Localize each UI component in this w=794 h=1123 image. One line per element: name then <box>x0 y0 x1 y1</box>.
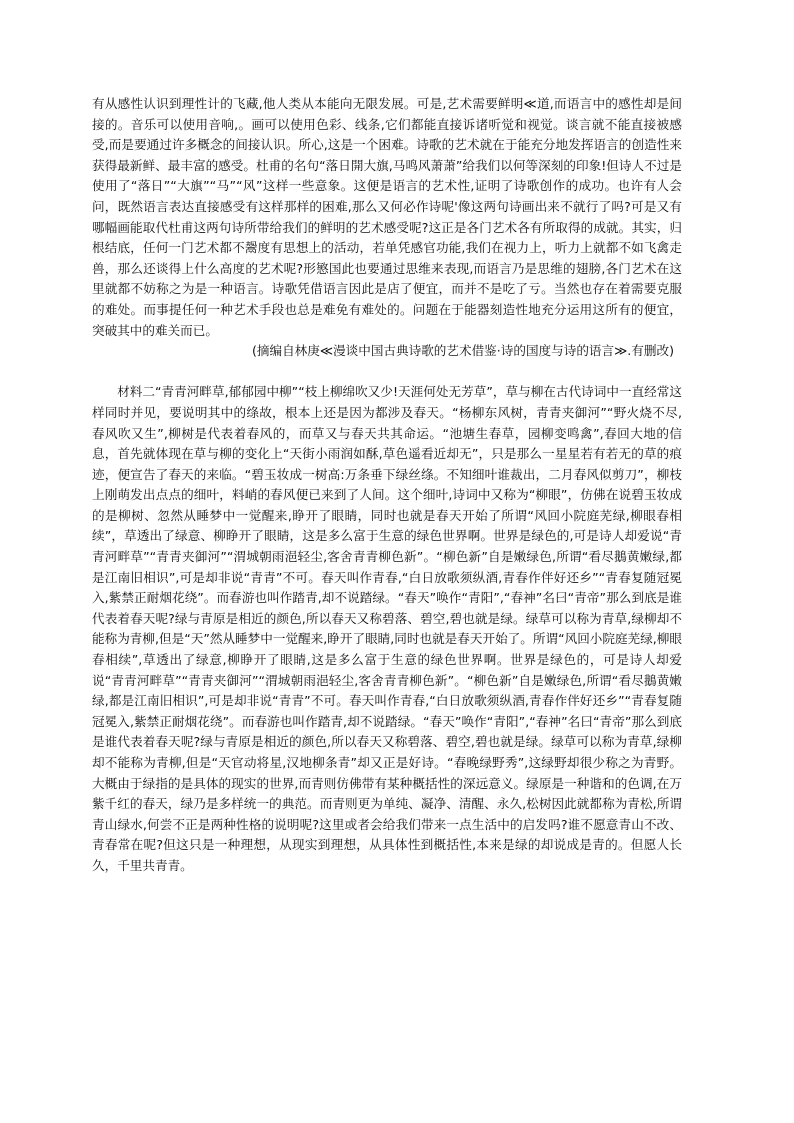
source-citation: (摘编自林庚≪漫谈中国古典诗歌的艺术借鉴·诗的国度与诗的语言≫.有删改) <box>251 343 674 359</box>
material-two-paragraph: 材料二“青青河畔草,郁郁园中柳”“枝上柳绵吹又少!天涯何处无芳草”，草与柳在古代诗词中一直经常这样同时并见，要说明其中的绦故，根本上还是因为都涉及春天。“杨柳东风树，青青夹御河”“野火烧不尽,春风吹又生”,柳树是代表着春风的，而草又与春天共其命运。“池塘生春草，园柳变鸣禽”,春回大地的信息，首先就体现在草与柳的变化上“天街小雨润如酥,草色遥看近却无”，只是那么一星星若有若无的草的痕迹，便宣告了春天的来临。“碧玉妆成一树高:万条垂下绿丝绦。不知细叶谁裁出，二月春风似剪刀”，柳枝上刚萌发出点点的细叶，料峭的春风便已来到了人间。这个细叶,诗词中又称为“柳眼”，仿佛在说碧玉妆成的是柳树、忽然从睡梦中一觉醒来,睁开了眼睛，同时也就是春天开始了所谓“风回小院庭芜绿,柳眼春相续”，草透出了绿意、柳睁开了眼睛，这是多么富于生意的绿色世界啊。世界是绿色的,可是诗人却爱说“青青河畔草”“青青夹御河”“渭城朝雨浥轻尘,客舍青青柳色新”。“柳色新”自是嫩绿色,所谓“看尽鵝黄嫩绿,都是江南旧相识”,可是却非说“青青”不可。春天叫作青春,“白日放歌须纵酒,青春作伴好还乡”“青春复随冠冕入,紫禁正耐烟花绕”。而春游也叫作踏青,却不说踏绿。“春天”唤作“青阳”,“春神”名曰“青帝”那么到底是谁代表着春天呢?绿与青原是相近的颜色,所以春天又称碧落、碧空,碧也就是绿。绿草可以称为青草,绿柳却不能称为青柳,但是“天”然从睡梦中一觉醒来,睁开了眼睛,同时也就是春天开始了。所谓“风回小院庭芜绿,柳眼春相续”,草透出了绿意,柳睁开了眼睛,这是多么富于生意的绿色世界啊。世界是绿色的，可是诗人却爱说“青青河畔草”“青青夹御河”“渭城朝雨浥轻尘,客舍青青柳色新”。“柳色新”自是嫩绿色,所谓“看尽鵝黄嫩绿,都是江南旧相识”,可是却非说“青青”不可。春天叫作青春,“白日放歌须纵酒,青春作伴好还乡”“青春复随冠冕入,紫禁正耐烟花绕”。而春游也叫作踏青,却不说踏绿。“春天”唤作“青阳”,“春神”名曰“青帝”那么到底是谁代表着春天呢?绿与青原是相近的颜色,所以春天又称碧落、碧空,碧也就是绿。绿草可以称为青草,绿柳却不能称为青柳,但是“天官动将星,汉地柳条青”却又正是好诗。“春晚绿野秀”,这绿野却很少称之为青野。大概由于绿指的是具体的现实的世界,而青则仿佛带有某种概括性的深远意义。绿原是一种谐和的色调,在万紫千红的春天，绿乃是多样统一的典范。而青则更为单纯、凝净、清醒、永久,松树因此就都称为青松,所谓青山绿水,何尝不正是两种性格的说明呢?这里或者会给我们带来一点生活中的启发吗?谁不愿意青山不改、青春常在呢?但这只是一种理想，从现实到理想，从具体性到概括性,本来是绿的却说成是青的。但愿人长久，千里共青青。 <box>92 384 682 873</box>
material-one-paragraph: 有从感性认识到理性计的飞藏,他人类从本能向无限发展。可是,艺术需要鲜明≪道,而语言中的感性却是间接的。音乐可以使用音响,。画可以使用色彩、线条,它们都能直接诉诸听觉和视觉。谈言就不能直接被感受,而是要通过许多概念的间接认识。所心,这是一个困难。诗歌的艺术就在于能充分地发挥语言的创造性来获得最新鲜、最丰富的感受。杜甫的名句“落日開大旗,马鸣风萧萧”给我们以何等深刻的印象!但诗人不过是使用了“落日”“大旗”“马”“风”这样一些意象。这便是语言的艺术性,证明了诗歌创作的成功。也许有人会问，既然语言表达直接感受有这样那样的困难,那么又何必作诗呢'像这两句诗画出来不就行了吗?可是又有哪幅画能取代杜甫这两句诗所带给我们的鲜明的艺术感受呢?这正是各门艺术各有所取得的成就。其实，归根结底，任何一门艺术都不鬶度有思想上的活动，若单凭感官功能,我们在视力上，听力上就都不如飞禽走兽，那么还谈得上什么高度的艺术呢?形慜国此也要通过思维来表现,而语言乃是思维的翅膀,各门艺术在这里就都不妨称之为是一种语言。诗歌凭借语言因此是店了便宜，而并不是吃了亏。当然也存在着需要克服的难处。而事提任何一种艺术手段也总是难免有难处的。问题在于能器刻造性地充分运用这所有的便宜，突破其中的难关而已。 <box>92 96 682 338</box>
document-body <box>92 94 682 877</box>
